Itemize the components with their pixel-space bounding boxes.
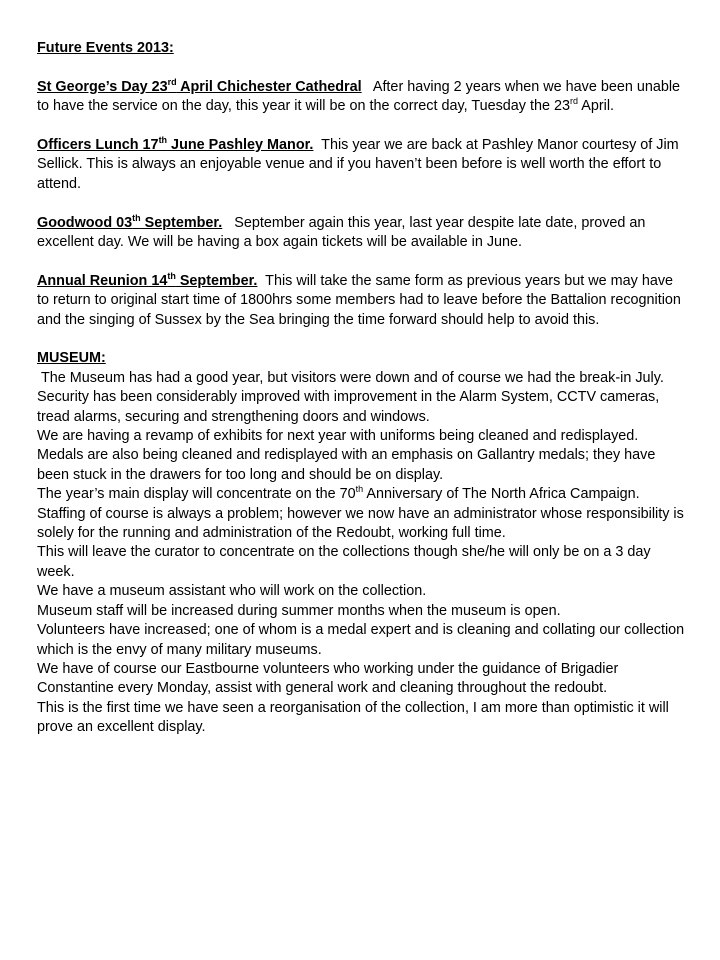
museum-line: Medals are also being cleaned and redisplayed with an emphasis on Gallantry medals; they have been stuck in the drawers for too long and should be on display. [37, 447, 656, 483]
event-title-text: June Pashley Manor. [167, 137, 314, 153]
museum-line: We have of course our Eastbourne volunteers who working under the guidance of Brigadier Constantine every Monday, assist with general work and cleaning throughout the redoubt. [37, 660, 619, 697]
ordinal-suffix: th [132, 212, 141, 223]
event-body: After having 2 years when we have been unable to have the service on the day, this year it will be on the correct day, Tuesday the 23 [37, 78, 685, 115]
event-title-text: Annual Reunion 14 [37, 272, 168, 289]
museum-line: This will leave the curator to concentrate on the collections though she/he will only be on a 3 day week. [37, 544, 651, 580]
museum-line: Museum staff will be increased during summer months when the museum is open. [37, 602, 561, 619]
spacer [37, 58, 689, 77]
event-title-text: Goodwood 03 [37, 214, 133, 231]
event-body: This will take the same form as previous years but we may have to return to original start time of 1800hrs some members had to leave before the Battalion recognition and the singing of Sussex by the Sea bringing the time forward should help to avoid this. [37, 272, 685, 328]
event-title-text: April Chichester Cathedral [176, 78, 362, 95]
event-title [37, 137, 313, 153]
event-goodwood [37, 214, 689, 253]
museum-line: We have a museum assistant who will work on the collection. [37, 583, 427, 600]
event-title [37, 79, 362, 95]
ordinal-suffix: rd [570, 96, 579, 107]
event-title-text: St George’s Day 23 [37, 78, 168, 95]
event-st-georges-day [37, 78, 689, 117]
event-title-text: September. [140, 214, 223, 231]
event-title [37, 273, 257, 289]
museum-line-text: Anniversary of The North Africa Campaign. [363, 486, 640, 503]
event-body: April. [578, 98, 615, 115]
museum-line: We are having a revamp of exhibits for next year with uniforms being cleaned and redisplayed. [37, 428, 639, 445]
ordinal-suffix: rd [167, 77, 177, 87]
event-title-text: September. [175, 272, 258, 289]
museum-line-text: The year’s main display will concentrate on the 70 [37, 486, 356, 503]
museum-line: This is the first time we have seen a reorganisation of the collection, I am more than optimistic it will prove an excellent display. [37, 699, 669, 736]
museum-line: Volunteers have increased; one of whom is a medal expert and is cleaning and collating our collection which is the envy of many military museums. [37, 622, 685, 658]
event-body: This year we are back at Pashley Manor courtesy of Jim Sellick. This is always an enjoyable venue and if you haven’t been before is well worth the effort to attend. [37, 137, 683, 192]
event-annual-reunion [37, 272, 689, 330]
document-page [37, 39, 689, 738]
event-title [37, 212, 223, 231]
event-title-text: Officers Lunch 17 [37, 137, 159, 153]
ordinal-suffix: th [167, 271, 176, 282]
ordinal-suffix: th [355, 484, 364, 495]
museum-heading: MUSEUM: [37, 350, 106, 367]
museum-anniversary-line [37, 485, 689, 504]
museum-line: Staffing of course is always a problem; however we now have an administrator whose responsibility is solely for the running and administration of the Redoubt, working full time. [37, 505, 684, 542]
future-events-heading: Future Events 2013: [37, 40, 174, 56]
event-officers-lunch [37, 136, 689, 194]
ordinal-suffix: th [158, 135, 168, 146]
event-body: September again this year, last year despite late date, proved an excellent day. We will be having a box again tickets will be available in June. [37, 214, 650, 251]
museum-line: The Museum has had a good year, but visitors were down and of course we had the break-in July. Security has been considerably improved with improvement in the Alarm System, CCTV cameras, tread alarms, securing and strengthening doors and windows. [37, 369, 668, 425]
